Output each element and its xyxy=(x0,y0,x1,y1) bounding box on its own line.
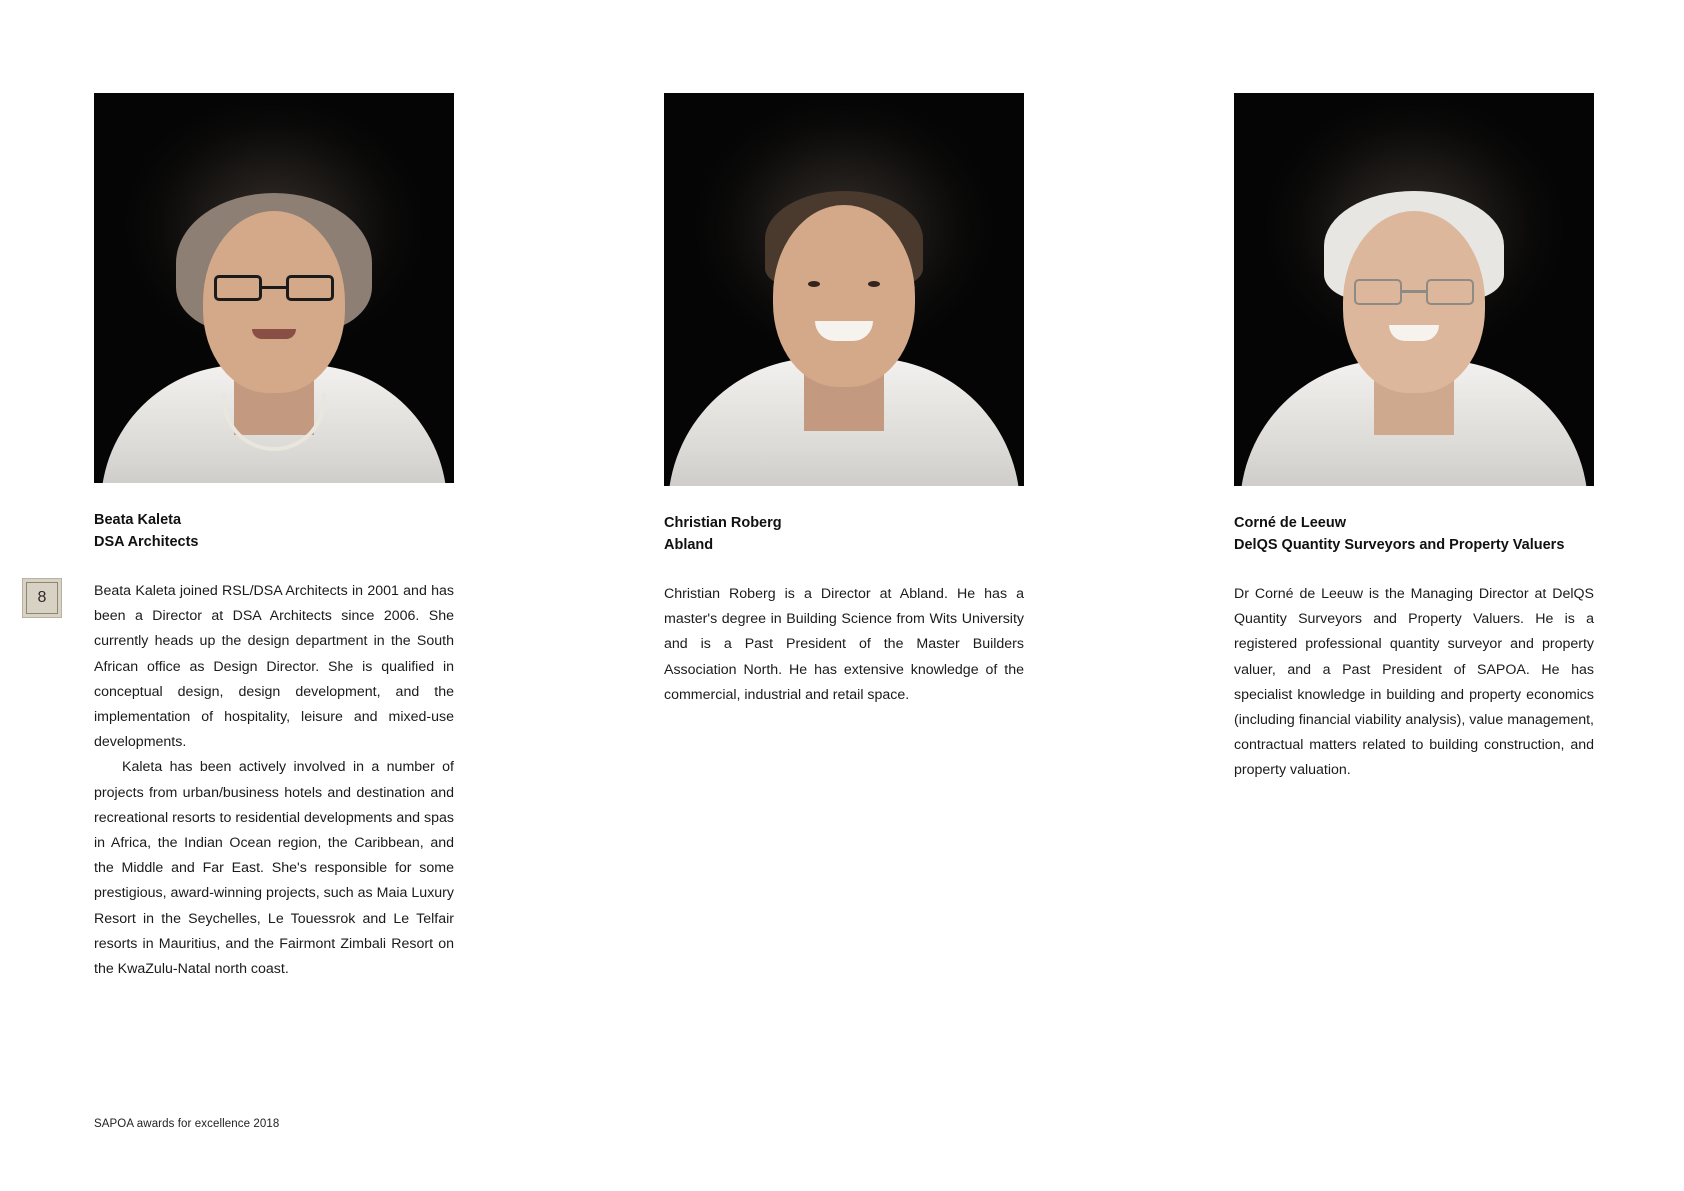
portrait-mouth xyxy=(252,329,296,339)
portrait-eye-right xyxy=(868,281,880,287)
bio-body xyxy=(1234,582,1594,784)
portrait-head xyxy=(203,211,345,393)
bio-paragraph: Dr Corné de Leeuw is the Managing Director at DelQS Quantity Surveyors and Property Valuers. He is a registered professional quantity surveyor and property valuer, and a Past President of SAPOA. He has specialist knowledge in building and property economics (including financial viability analysis), value management, contractual matters related to building construction, and property valuation. xyxy=(1234,586,1594,779)
bio-paragraph: Kaleta has been actively involved in a number of projects from urban/business hotels and destination and recreational resorts to residential developments and spas in Africa, the Indian Ocean region, the Caribbean, and the Middle and Far East. She's responsible for some prestigious, award-winning projects, such as Maia Luxury Resort in the Seychelles, Le Touessrok and Le Telfair resorts in Mauritius, and the Fairmont Zimbali Resort on the KwaZulu-Natal north coast. xyxy=(94,759,454,978)
bio-entry-2 xyxy=(664,93,1024,708)
bio-name: Corné de Leeuw xyxy=(1234,515,1346,531)
portrait-corne-de-leeuw xyxy=(1234,93,1594,486)
bio-name: Christian Roberg xyxy=(664,515,782,531)
bio-entry-1 xyxy=(94,93,454,982)
bio-body xyxy=(664,582,1024,708)
bio-organisation: DSA Architects xyxy=(94,534,199,550)
bio-entry-3 xyxy=(1234,93,1594,784)
portrait-christian-roberg xyxy=(664,93,1024,486)
bio-paragraph: Beata Kaleta joined RSL/DSA Architects in 2001 and has been a Director at DSA Architects since 2006. She currently heads up the design department in the South African office as Design Director. She is qualified in conceptual design, design development, and the implementation of hospitality, leisure and mixed-use developments. xyxy=(94,583,454,751)
bio-organisation: DelQS Quantity Surveyors and Property Valuers xyxy=(1234,537,1565,553)
page-footer: SAPOA awards for excellence 2018 xyxy=(94,1118,280,1130)
eyeglasses-icon xyxy=(1354,279,1474,305)
bio-organisation: Abland xyxy=(664,537,714,553)
bio-name: Beata Kaleta xyxy=(94,512,182,528)
portrait-eye-left xyxy=(808,281,820,287)
eyeglasses-icon xyxy=(214,275,334,301)
portrait-head xyxy=(773,205,915,387)
portrait-beata-kaleta xyxy=(94,93,454,483)
page-number: 8 xyxy=(26,582,58,614)
bio-body xyxy=(94,579,454,982)
bio-paragraph: Christian Roberg is a Director at Abland. He has a master's degree in Building Science from Wits University and is a Past President of the Master Builders Association North. He has extensive knowledge of the commercial, industrial and retail space. xyxy=(664,586,1024,703)
